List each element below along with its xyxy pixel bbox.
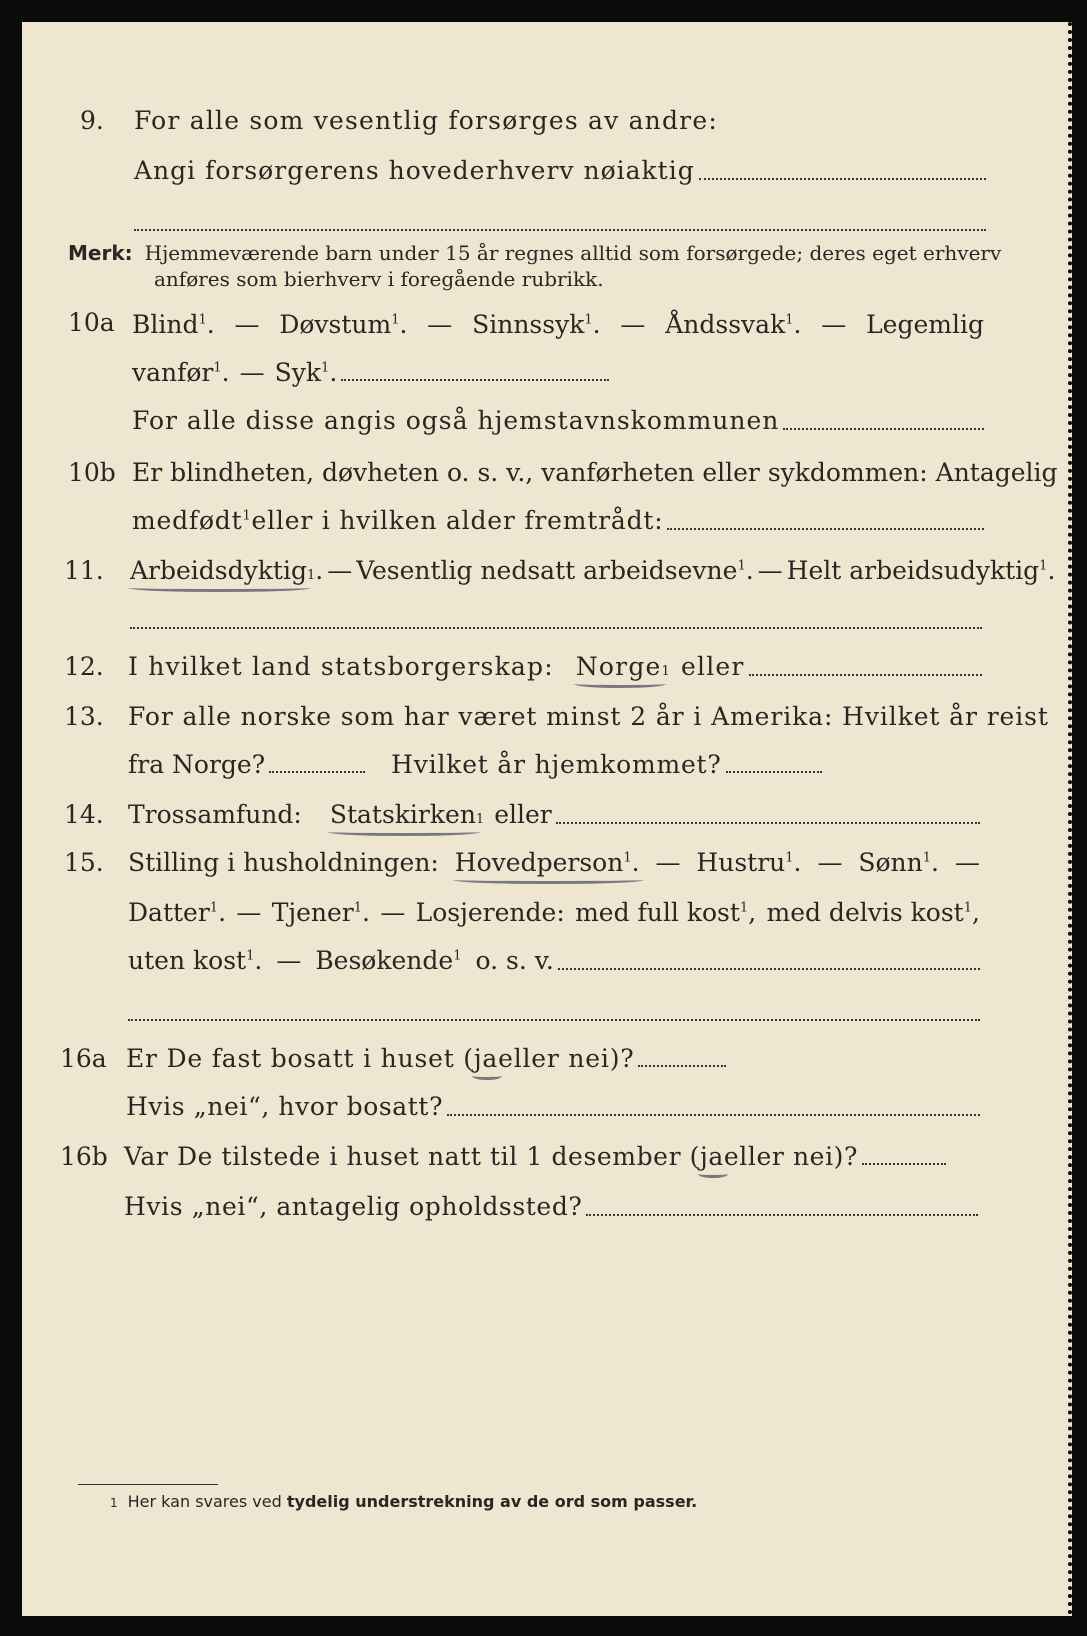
- merk-text1: Hjemmeværende barn under 15 år regnes alltid som forsørgede; deres eget erhverv: [144, 241, 1002, 265]
- dash: —: [239, 358, 265, 387]
- footnote-rule: [78, 1484, 218, 1485]
- q10a-opt-dovstum[interactable]: Døvstum$^1$.: [279, 310, 408, 339]
- q15-opt-datter[interactable]: Datter$^1$.: [128, 898, 227, 927]
- pen-underline: [472, 1072, 502, 1080]
- dash: —: [655, 848, 681, 877]
- q12-number: 12.: [64, 652, 104, 681]
- q13-hjemkommet-label: Hvilket år hjemkommet?: [391, 750, 722, 779]
- q9-answer-line[interactable]: [699, 177, 986, 180]
- q16b-text1b: eller nei)?: [723, 1142, 859, 1171]
- q10a-text3: For alle disse angis også hjemstavnskommunen: [132, 406, 780, 435]
- pen-underline: [328, 828, 480, 836]
- q16a-text2: Hvis „nei“, hvor bosatt?: [126, 1092, 444, 1121]
- dash: —: [234, 310, 260, 339]
- q11-opt-nedsatt[interactable]: Vesentlig nedsatt arbeidsevne$^1$.: [356, 556, 754, 585]
- q14-text: Trossamfund:: [128, 800, 302, 829]
- pen-underline: [574, 680, 666, 688]
- footnote-text1: Her kan svares ved: [127, 1492, 287, 1511]
- q10a-number: 10a: [68, 308, 115, 337]
- q15-opt-full-kost[interactable]: med full kost$^1$,: [575, 898, 757, 927]
- q14-answer-line[interactable]: [556, 821, 980, 824]
- q10b-line1: [132, 458, 1058, 488]
- q12-text: I hvilket land statsborgerskap:: [128, 652, 554, 681]
- pen-underline: [453, 876, 644, 884]
- q10a-line3: [132, 406, 984, 436]
- q13-number: 13.: [64, 702, 104, 731]
- q10b-text2: eller i hvilken alder fremtrådt:: [251, 506, 664, 535]
- q16a-text1b: eller nei)?: [498, 1044, 635, 1073]
- q10b-text1: Er blindheten, døvheten o. s. v., vanførheten eller sykdommen: Antagelig: [132, 458, 1058, 487]
- q11-opt-udyktig[interactable]: Helt arbeidsudyktig$^1$.: [786, 556, 1056, 585]
- q10b-opt-medfodt[interactable]: medfødt$^1$: [132, 506, 252, 535]
- q15-line3: [128, 946, 980, 976]
- q15-opt-delvis-kost[interactable]: med delvis kost$^1$,: [766, 898, 980, 927]
- dash: —: [427, 310, 453, 339]
- q16b-text1a: Var De tilstede i huset natt til 1 desember (: [124, 1142, 701, 1171]
- q16a-answer-line[interactable]: [638, 1064, 726, 1067]
- q15-osv: o. s. v.: [475, 946, 554, 975]
- q9-number: 9.: [80, 106, 104, 135]
- q12-answer-line[interactable]: [749, 673, 982, 676]
- census-form-page: [22, 22, 1072, 1616]
- q10b-number: 10b: [68, 458, 116, 487]
- q16b-number: 16b: [60, 1142, 108, 1171]
- dash: —: [821, 310, 847, 339]
- q16b-answer-line[interactable]: [862, 1162, 946, 1165]
- q16b-text2: Hvis „nei“, antagelig opholdssted?: [124, 1192, 583, 1221]
- q14-number: 14.: [64, 800, 104, 829]
- q10a-opt-vanfor[interactable]: vanfør$^1$.: [132, 358, 230, 387]
- q15-line2: [128, 898, 980, 928]
- q13-reist-line[interactable]: [269, 770, 365, 773]
- merk-label: Merk:: [68, 241, 133, 265]
- q10b-line2: [132, 506, 984, 536]
- q15-answer-line2[interactable]: [128, 1018, 980, 1021]
- pen-underline: [128, 584, 311, 592]
- footnote-text2: tydelig understrekning av de ord som passer.: [286, 1492, 698, 1511]
- dash: —: [620, 310, 646, 339]
- q15-losjerende-label: Losjerende:: [415, 898, 565, 927]
- merk-line2: [154, 266, 604, 292]
- q12-line: I hvilket land statsborgerskap: Norge 1 eller: [128, 652, 982, 682]
- q11-opt-arbeidsdyktig[interactable]: Arbeidsdyktig: [130, 556, 307, 586]
- q12-opt-norge[interactable]: Norge: [576, 652, 662, 682]
- q13-hjemkommet-line[interactable]: [726, 770, 822, 773]
- q12-eller: eller: [681, 652, 745, 681]
- q11-line1: Arbeidsdyktig 1 . — Vesentlig nedsatt arbeidsevne$^1$. — Helt arbeidsudyktig$^1$.: [130, 556, 1055, 586]
- q13-line1: [128, 702, 1049, 732]
- q14-line: Trossamfund: Statskirken 1 eller: [128, 800, 980, 830]
- dash: —: [236, 898, 262, 927]
- dash: —: [817, 848, 843, 877]
- q10a-opt-blind[interactable]: Blind$^1$.: [132, 310, 215, 339]
- q13-line2: [128, 750, 826, 780]
- q10b-answer-line[interactable]: [667, 527, 984, 530]
- q15-opt-besokende[interactable]: Besøkende$^1$: [315, 946, 462, 975]
- q10a-opt-sinnssyk[interactable]: Sinnssyk$^1$.: [472, 310, 601, 339]
- footnote-mark: 1: [110, 1496, 118, 1510]
- footnote: [110, 1492, 697, 1511]
- q14-opt-statskirken[interactable]: Statskirken: [330, 800, 476, 830]
- q16b-opt-ja[interactable]: ja: [700, 1142, 724, 1172]
- q15-number: 15.: [64, 848, 104, 877]
- q9-text2: Angi forsørgerens hovederhverv nøiaktig: [134, 156, 695, 185]
- q10a-syk-line[interactable]: [341, 378, 609, 381]
- q15-opt-hovedperson[interactable]: Hovedperson $^1$.: [455, 848, 640, 878]
- merk-text2: anføres som bierhverv i foregående rubrikk.: [154, 267, 604, 291]
- q10a-kommune-line[interactable]: [783, 427, 984, 430]
- dash: —: [327, 556, 353, 585]
- q15-opt-tjener[interactable]: Tjener$^1$.: [271, 898, 370, 927]
- q16a-text1a: Er De fast bosatt i huset (: [126, 1044, 474, 1073]
- q16a-opt-ja[interactable]: ja: [474, 1044, 498, 1074]
- dash: —: [757, 556, 783, 585]
- q15-answer-line[interactable]: [558, 967, 980, 970]
- q13-text1: For alle norske som har været minst 2 år i Amerika: Hvilket år reist: [128, 702, 1049, 731]
- q16a-line1: [126, 1044, 730, 1074]
- q16a-number: 16a: [60, 1044, 107, 1073]
- q15-opt-uten-kost[interactable]: uten kost$^1$.: [128, 946, 263, 975]
- q9-answer-line2[interactable]: [134, 228, 986, 231]
- q10a-opt-syk[interactable]: Syk$^1$.: [274, 358, 338, 387]
- q14-eller: eller: [494, 800, 552, 829]
- q10a-opt-legemlig[interactable]: Legemlig: [866, 310, 984, 339]
- q11-number: 11.: [64, 556, 104, 585]
- q9-line2: [134, 156, 986, 186]
- pen-underline: [698, 1170, 728, 1178]
- dash: —: [276, 946, 302, 975]
- q10a-opt-andssvak[interactable]: Åndssvak$^1$.: [665, 310, 802, 339]
- dash: —: [954, 848, 980, 877]
- q16b-opholdssted-line[interactable]: [586, 1213, 978, 1216]
- q16a-bosatt-line[interactable]: [447, 1113, 980, 1116]
- q9-text1: For alle som vesentlig forsørges av andre:: [134, 106, 718, 135]
- q16a-line2: [126, 1092, 980, 1122]
- q11-answer-line[interactable]: [130, 626, 982, 629]
- q10a-line2: [132, 358, 613, 388]
- q16b-line2: [124, 1192, 978, 1222]
- q15-line1: [128, 848, 980, 878]
- q15-opt-sonn[interactable]: Sønn$^1$.: [858, 848, 939, 877]
- dash: —: [380, 898, 406, 927]
- merk-note: [68, 240, 1001, 266]
- q13-reist-label: fra Norge?: [128, 750, 266, 779]
- q9-line1: [134, 106, 1014, 136]
- q10a-line1: [132, 310, 984, 340]
- q15-opt-hustru[interactable]: Hustru$^1$.: [696, 848, 802, 877]
- q16b-line1: [124, 1142, 950, 1172]
- q15-text1: Stilling i husholdningen:: [128, 848, 439, 877]
